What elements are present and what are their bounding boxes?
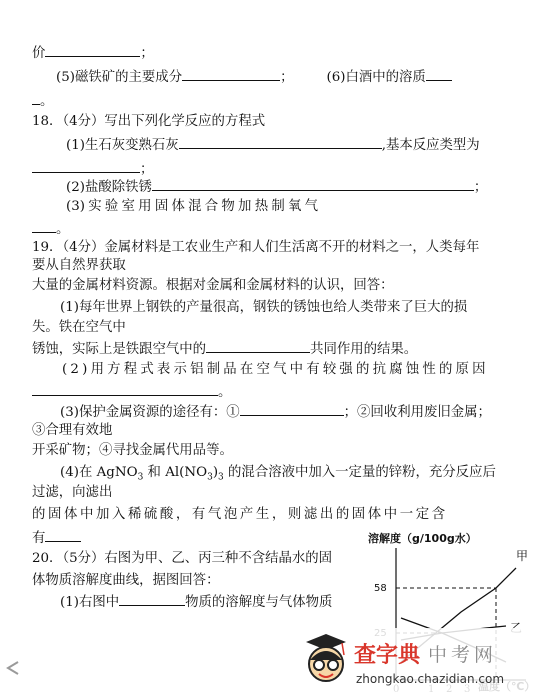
line-7: (2)盐酸除铁锈 ； (66, 176, 487, 197)
answer-blank[interactable] (32, 381, 218, 396)
watermark-brand: 查字典 (354, 643, 421, 668)
line-26: 体物质溶解度曲线，据图回答： (32, 573, 220, 588)
line-19: ③合理有效地 (32, 423, 113, 438)
back-arrow-icon[interactable] (4, 660, 24, 676)
answer-blank[interactable] (240, 401, 344, 416)
line-1: 价 ； (32, 42, 154, 63)
mascot-icon (306, 634, 346, 681)
answer-blank[interactable] (179, 134, 382, 149)
line-13: (1)每年世界上钢铁的产量很高，钢铁的锈蚀也给人类带来了巨大的损 (60, 300, 468, 315)
answer-blank[interactable] (32, 90, 40, 105)
answer-blank[interactable] (206, 338, 310, 353)
answer-blank[interactable] (152, 176, 474, 191)
question-18: 18．（4分）写出下列化学反应的方程式 (32, 114, 266, 129)
line-12: 大量的金属材料资源。根据对金属和金属材料的认识，回答： (32, 278, 394, 293)
answer-blank[interactable] (32, 218, 56, 233)
chart-ylabel: 溶解度（g/100g水） (368, 532, 477, 545)
line-15: 锈蚀，实际上是铁跟空气中的 共同作用的结果。 (32, 338, 417, 359)
line-14: 失。铁在空气中 (32, 320, 126, 335)
line-22: 过滤，向滤出 (32, 485, 113, 500)
line-21: (4)在 AgNO$_3$ 和 $Al(NO_3)_3$ 的混合溶液中加入一定量的锌粉，充分反应后 (60, 465, 496, 483)
line-11: 要从自然界获取 (32, 258, 126, 273)
watermark-suffix: 中考网 (428, 644, 498, 666)
line-9: 。 (32, 218, 69, 239)
watermark-url: zhongkao.chazidian.com (356, 672, 505, 686)
answer-blank[interactable] (119, 591, 185, 606)
line-18: (3)保护金属资源的途径有：① ；②回收利用废旧金属； (60, 401, 491, 422)
answer-blank[interactable] (45, 42, 140, 57)
label-jia: 甲 (516, 549, 529, 563)
line-6: ； (32, 158, 153, 179)
answer-blank[interactable] (45, 527, 81, 542)
line-5: (1)生石灰变熟石灰 ,基本反应类型为 (66, 134, 480, 155)
line-2: (5)磁铁矿的主要成分 ； (6)白酒中的溶质 (56, 66, 452, 87)
answer-blank[interactable] (32, 158, 140, 173)
answer-blank[interactable] (182, 66, 280, 81)
line-27: (1)右图中 物质的溶解度与气体物质 (60, 591, 332, 612)
watermark-logo (300, 628, 535, 692)
ytick-label-58: 58 (374, 583, 387, 594)
question-19: 19．（4分）金属材料是工农业生产和人们生活离不开的材料之一，人类每年 (32, 240, 480, 255)
line-3: 。 (32, 90, 53, 111)
answer-blank[interactable] (426, 66, 452, 81)
line-8: (3) 实 验 室 用 固 体 混 合 物 加 热 制 氧 气 (66, 199, 319, 214)
line-16: (2)用方程式表示铝制品在空气中有较强的抗腐蚀性的原因 (62, 362, 489, 377)
line-20: 开采矿物；④寻找金属代用品等。 (32, 443, 233, 458)
line-23: 的固体中加入稀硫酸，有气泡产生，则滤出的固体中一定含 (32, 507, 448, 522)
question-20: 20．（5分）右图为甲、乙、丙三种不含结晶水的固 (32, 551, 333, 566)
line-24: 有 (32, 527, 81, 548)
line-17: 。 (32, 381, 231, 402)
